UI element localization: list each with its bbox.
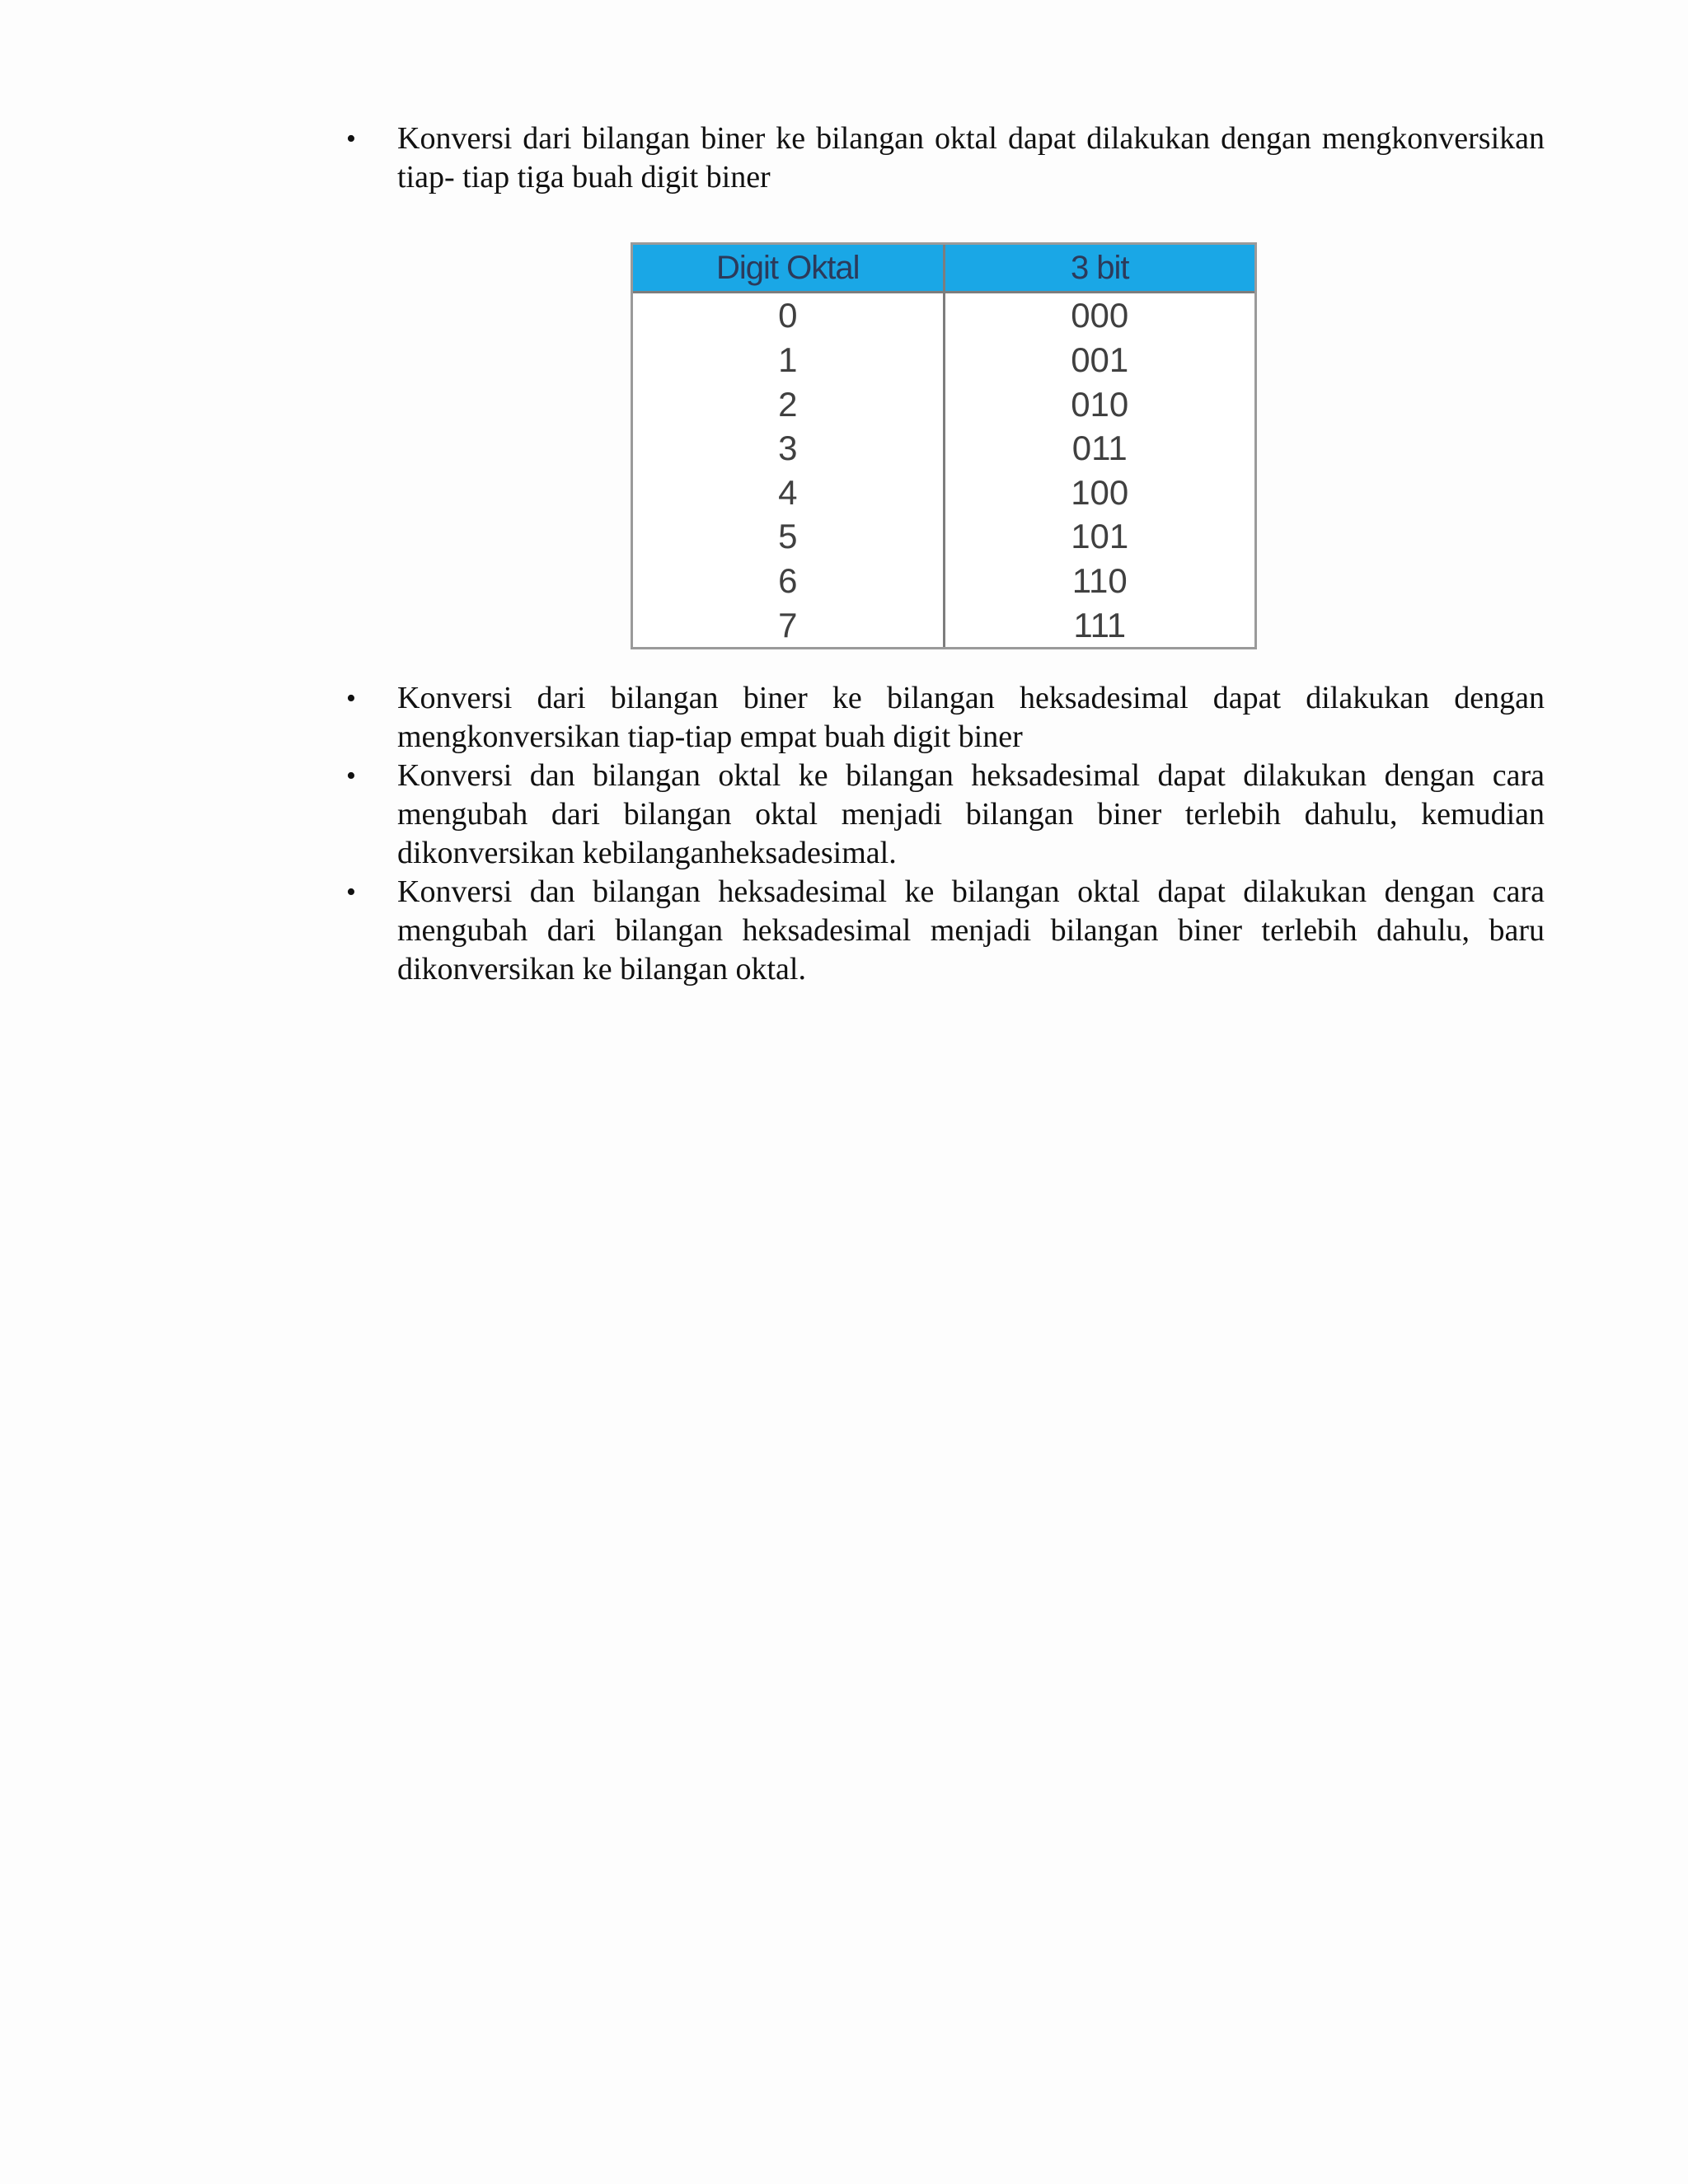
table-header-row <box>633 245 1254 293</box>
table-row <box>633 293 1254 338</box>
bullet-text: Konversi dan bilangan oktal ke bilangan heksadesimal dapat dilakukan dengan cara mengubah dari bilangan oktal menjadi bilangan biner terlebih dahulu, kemudian dikonversikan kebilanganheksadesimal. <box>397 758 1545 870</box>
table-row <box>633 602 1254 647</box>
table-row <box>633 382 1254 426</box>
binary-bits-cell: 101 <box>1071 517 1129 556</box>
octal-binary-table <box>631 242 1257 649</box>
table-row <box>633 559 1254 603</box>
octal-digit-cell: 5 <box>633 514 944 559</box>
column-header-3-bit: 3 bit <box>944 245 1254 293</box>
binary-bits-cell: 011 <box>1071 429 1128 468</box>
bullet-item-biner-heksadesimal <box>346 679 1545 757</box>
bullet-item-oktal-heksadesimal <box>346 757 1545 873</box>
binary-bits-cell: 001 <box>1071 340 1129 379</box>
octal-digit-cell: 7 <box>633 602 944 647</box>
column-header-digit-oktal: Digit Oktal <box>633 245 944 293</box>
intro-bullet-list <box>346 120 1545 197</box>
octal-digit-cell: 2 <box>633 382 944 426</box>
binary-bits-cell: 100 <box>1071 472 1129 512</box>
octal-digit-cell: 1 <box>633 338 944 382</box>
table-row <box>633 514 1254 559</box>
octal-digit-cell: 3 <box>633 426 944 471</box>
bullet-text: Konversi dan bilangan heksadesimal ke bilangan oktal dapat dilakukan dengan cara mengubah dari bilangan heksadesimal menjadi bilangan biner terlebih dahulu, baru dikonversikan ke bilangan oktal. <box>397 874 1545 987</box>
table-row <box>633 426 1254 471</box>
binary-bits-cell: 010 <box>1071 384 1129 424</box>
conversion-bullet-list <box>346 679 1545 989</box>
bullet-item-heksadesimal-oktal <box>346 873 1545 989</box>
table-row <box>633 470 1254 514</box>
bullet-dot-icon: • <box>346 124 356 154</box>
bullet-dot-icon: • <box>346 761 356 791</box>
bullet-item-biner-oktal <box>346 120 1545 197</box>
table-row <box>633 338 1254 382</box>
octal-digit-cell: 6 <box>633 559 944 603</box>
octal-digit-cell: 4 <box>633 470 944 514</box>
octal-digit-cell: 0 <box>633 293 944 338</box>
binary-bits-cell: 000 <box>1071 296 1129 335</box>
bullet-text: Konversi dari bilangan biner ke bilangan heksadesimal dapat dilakukan dengan mengkonversikan tiap-tiap empat buah digit biner <box>397 681 1545 754</box>
bullet-text: Konversi dari bilangan biner ke bilangan oktal dapat dilakukan dengan mengkonversikan tiap- tiap tiga buah digit biner <box>397 121 1545 194</box>
bullet-dot-icon: • <box>346 877 356 907</box>
bullet-dot-icon: • <box>346 683 356 714</box>
binary-bits-cell: 110 <box>1071 560 1128 600</box>
binary-bits-cell: 111 <box>1073 605 1127 644</box>
